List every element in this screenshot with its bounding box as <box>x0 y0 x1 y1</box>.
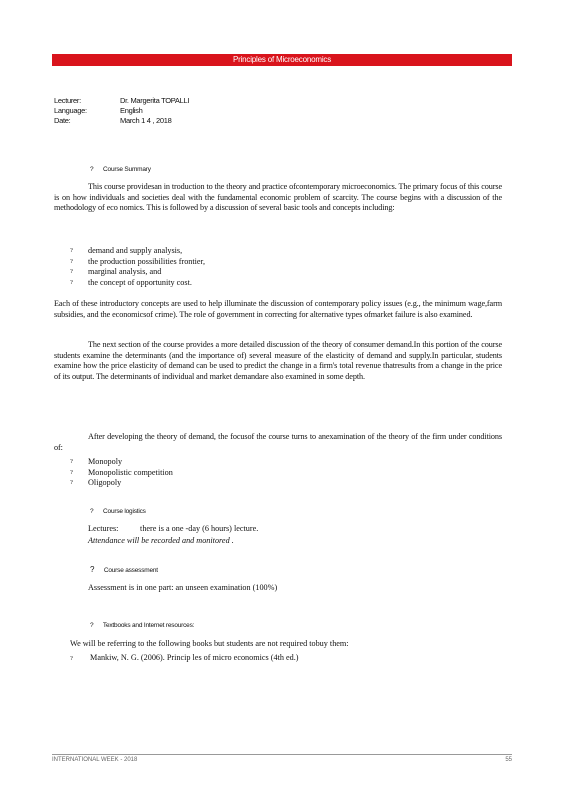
list-item <box>70 478 173 489</box>
bullet-marker: ? <box>70 468 73 476</box>
meta-row-language <box>54 106 189 116</box>
section-heading-text: Course Summary <box>103 166 151 173</box>
list-item-text: the concept of opportunity cost. <box>88 277 192 287</box>
meta-label: Lecturer: <box>54 96 81 105</box>
summary-paragraph-4: After developing the theory of demand, the focusof the course turns to anexamination of the theory of the firm under conditions of: <box>54 432 502 452</box>
bullet-marker: ? <box>70 479 73 487</box>
meta-value: March 1 4 , 2018 <box>120 116 172 125</box>
section-marker: ? <box>90 166 94 173</box>
lecture-meta <box>54 96 189 126</box>
market-structure-list <box>70 457 173 489</box>
meta-label: Date: <box>54 116 71 125</box>
list-item <box>70 257 205 268</box>
section-heading-text: Course logistics <box>103 508 146 515</box>
meta-value: English <box>120 106 143 115</box>
lectures-label: Lectures: <box>88 524 119 533</box>
page-title-banner: Principles of Microeconomics <box>52 54 512 66</box>
bullet-marker: ? <box>70 257 73 265</box>
list-item <box>70 457 173 468</box>
footer-divider <box>52 754 512 755</box>
bullet-marker: ? <box>70 247 73 254</box>
section-heading-text: Course assessment <box>103 567 158 574</box>
list-item <box>70 468 173 479</box>
list-item-text: marginal analysis, and <box>88 267 162 277</box>
section-marker: ? <box>90 622 94 629</box>
bullet-marker: ? <box>70 278 73 286</box>
attendance-line: Attendance will be recorded and monitored . <box>88 536 234 545</box>
bullet-marker: ? <box>70 268 73 276</box>
bullet-marker: ? <box>70 458 73 465</box>
list-item-text: the production possibilities frontier, <box>88 256 206 266</box>
footer-label: INTERNATIONAL WEEK - 2018 <box>52 757 138 763</box>
summary-paragraph-3: The next section of the course provides a more detailed discussion of the theory of consumer demand.In this portion of the course students examine the determinants (and the importance of) several measure of the elasticity of demand and supply.In particular, students examine how the price elasticity of demand can be used to predict the change in a firm's total revenue thatresults from a change in the price of its output. The determinants of individual and market demandare also examined in some depth. <box>54 340 502 381</box>
meta-row-date <box>54 116 189 126</box>
meta-value: Dr. Margerita TOPALLI <box>120 96 190 105</box>
section-marker: ? <box>90 565 95 574</box>
lectures-text: there is a one -day (6 hours) lecture. <box>140 524 259 533</box>
meta-label: Language: <box>54 106 87 115</box>
list-item-text: Monopolistic competition <box>88 467 173 477</box>
lectures-line <box>88 523 258 534</box>
page-number: 55 <box>505 757 512 763</box>
textbook-item <box>70 652 298 664</box>
list-item-text: Monopoly <box>88 457 123 466</box>
list-item <box>70 267 205 278</box>
assessment-text: Assessment is in one part: an unseen examination (100%) <box>88 583 278 592</box>
section-heading-text: Textbooks and Internet resources: <box>102 622 195 629</box>
list-item-text: demand and supply analysis, <box>88 246 183 255</box>
course-logistics-heading <box>90 508 146 515</box>
list-item <box>70 246 205 257</box>
textbooks-heading <box>90 622 194 629</box>
textbook-citation: Mankiw, N. G. (2006). Princip les of micro economics (4th ed.) <box>90 653 299 662</box>
summary-paragraph-1: This course providesan in troduction to the theory and practice ofcontemporary microeconomics. The primary focus of this course is on how individuals and societies deal with the fundamental economic problem of scarcity. The course begins with a discussion of the methodology of eco nomics. This is followed by a discussion of several basic tools and concepts including: <box>54 182 502 213</box>
summary-paragraph-2: Each of these introductory concepts are used to help illuminate the discussion of contemporary policy issues (e.g., the minimum wage,farm subsidies, and the economicsof crime). The role of government in correcting for alternative types ofmarket failure is also examined. <box>54 299 502 319</box>
list-item <box>70 278 205 289</box>
meta-row-lecturer <box>54 96 189 106</box>
course-assessment-heading <box>90 565 158 574</box>
page-footer <box>52 757 512 763</box>
summary-bullet-list <box>70 246 205 288</box>
section-marker: ? <box>90 508 94 515</box>
textbooks-intro: We will be referring to the following books but students are not required tobuy them: <box>70 639 349 648</box>
list-item-text: Oligopoly <box>88 478 122 488</box>
bullet-marker: ? <box>70 655 73 662</box>
course-summary-heading <box>90 166 151 173</box>
